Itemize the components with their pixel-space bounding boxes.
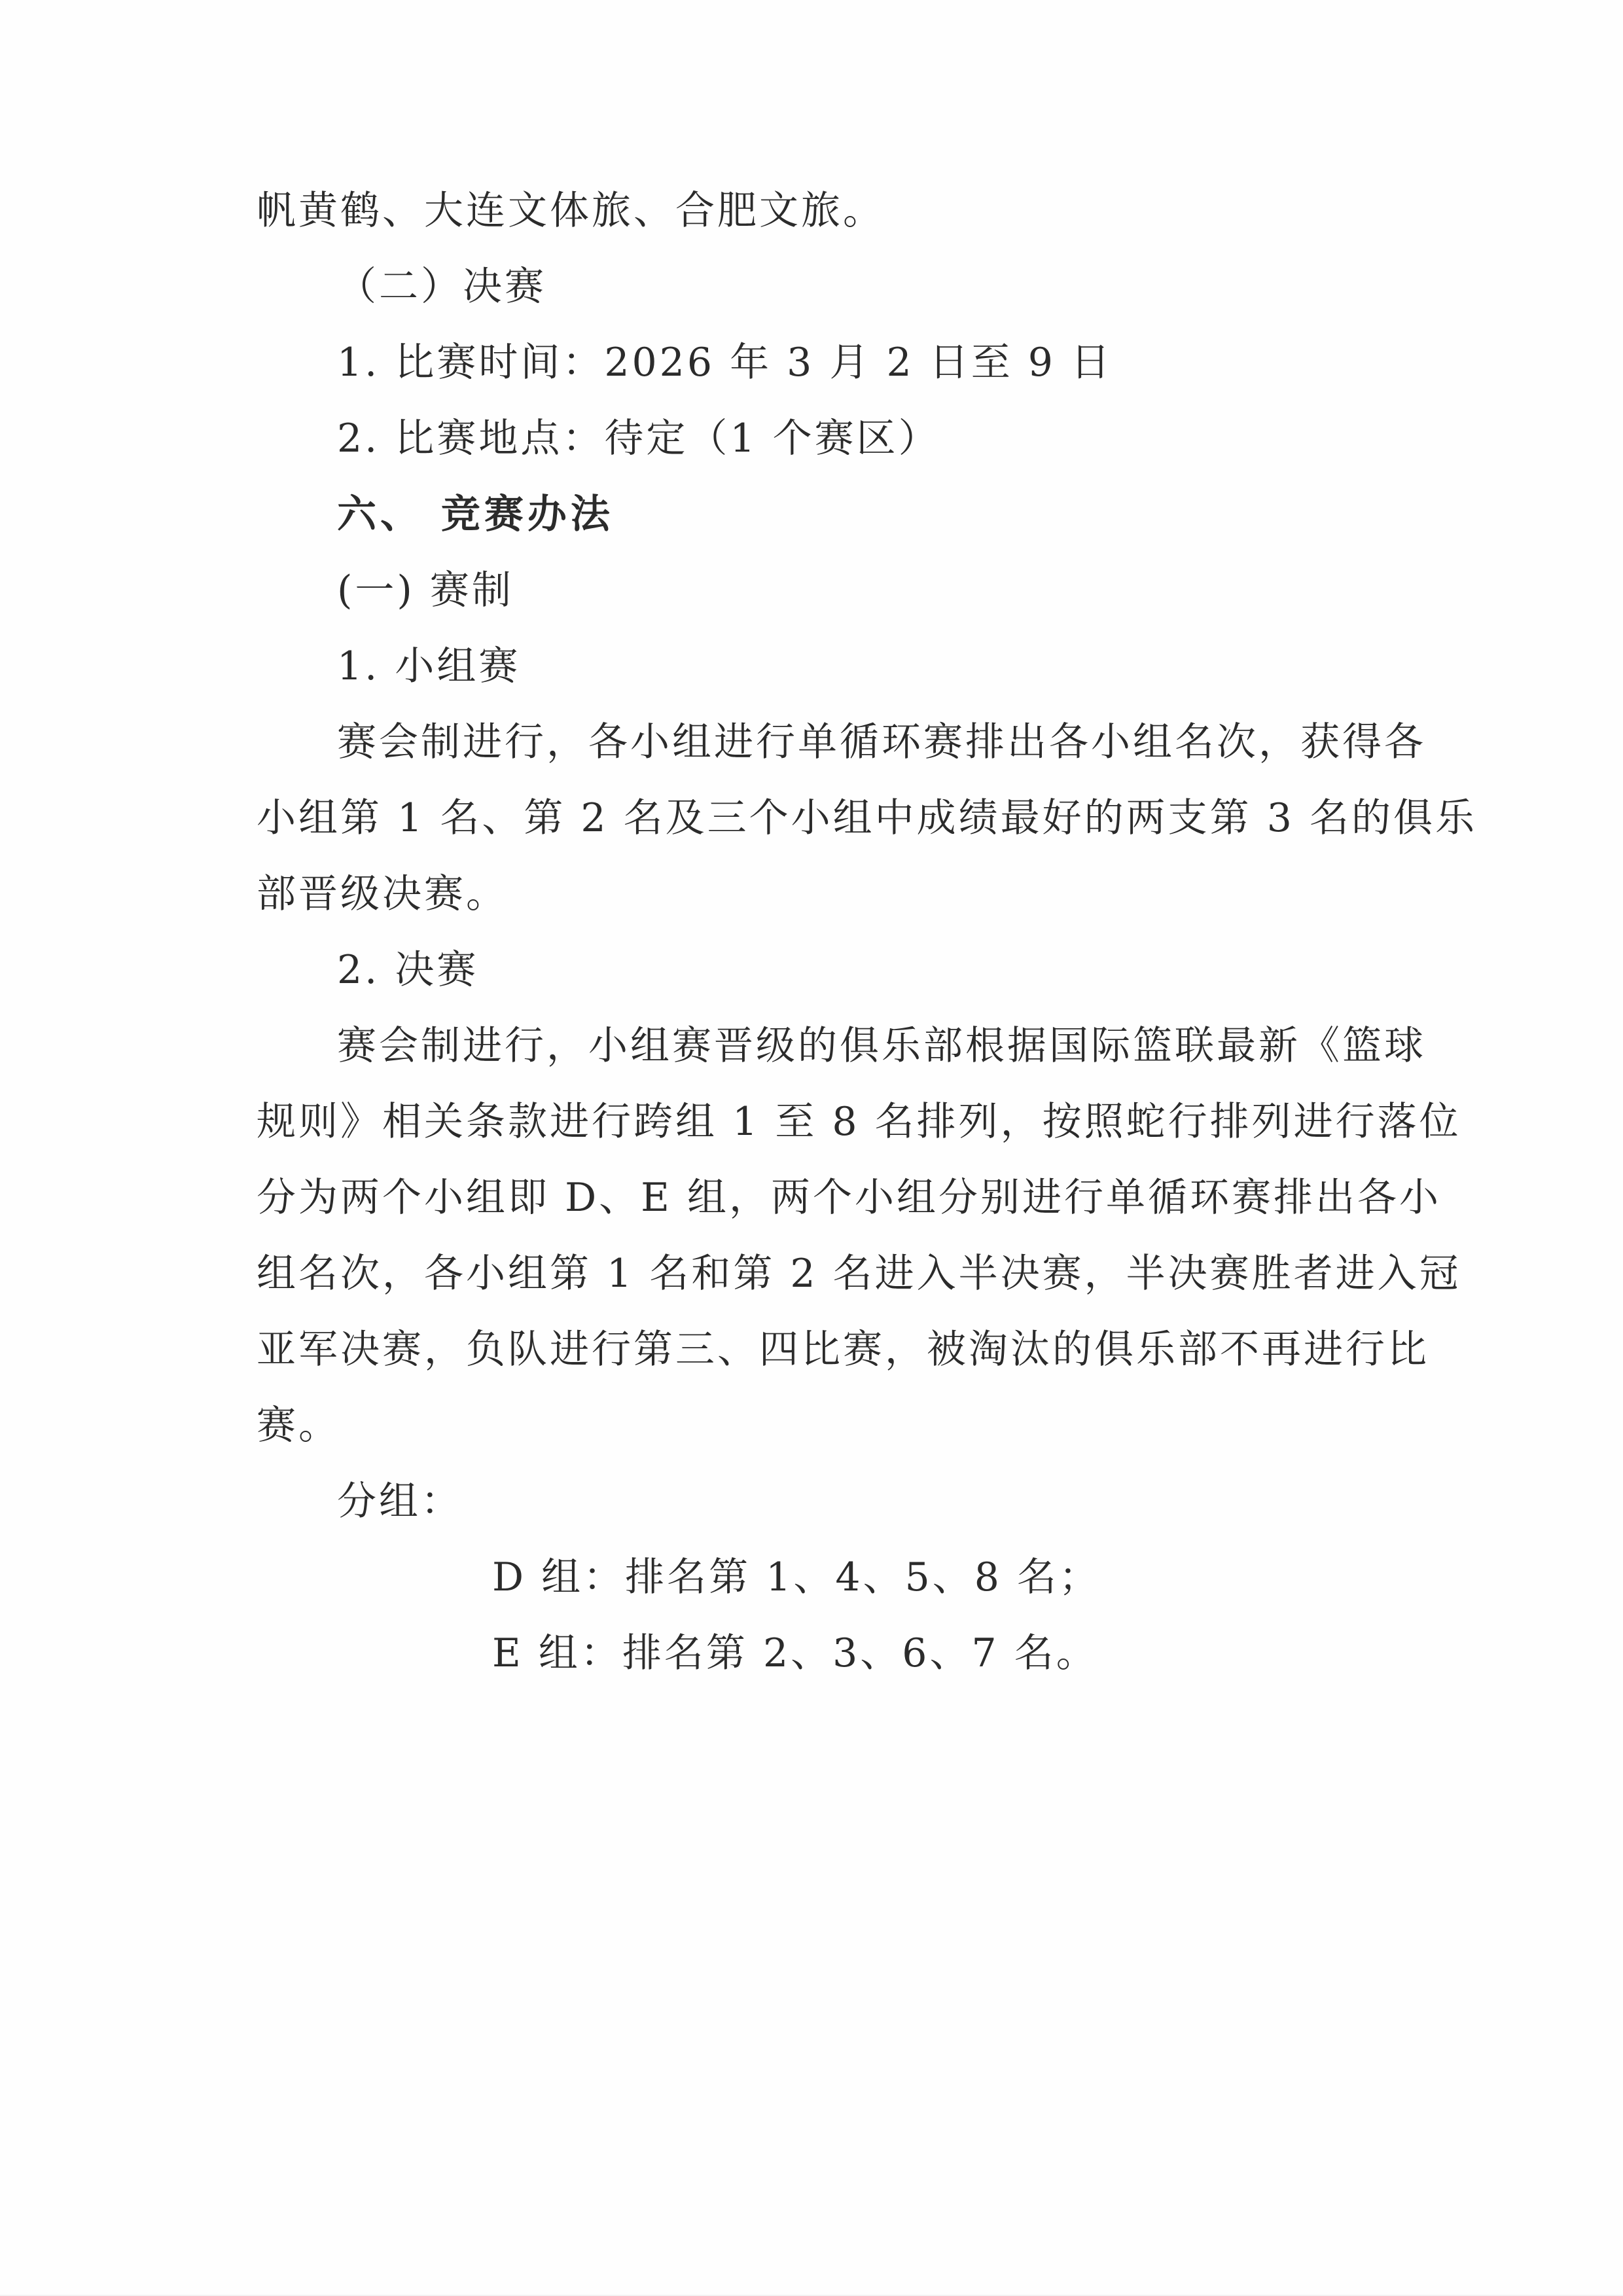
final-stage-paragraph-line: 亚军决赛，负队进行第三、四比赛，被淘汰的俱乐部不再进行比 bbox=[257, 1327, 1429, 1372]
final-match-time: 1. 比赛时间：2026 年 3 月 2 日至 9 日 bbox=[337, 340, 1113, 386]
final-stage-paragraph-line: 规则》相关条款进行跨组 1 至 8 名排列，按照蛇行排列进行落位 bbox=[257, 1099, 1461, 1145]
subsection-format-heading: (一) 赛制 bbox=[337, 567, 514, 613]
subsection-final-heading: （二）决赛 bbox=[337, 264, 546, 310]
section-heading-competition-method: 六、 竞赛办法 bbox=[337, 492, 614, 537]
paragraph-continuation: 帆黄鹤、大连文体旅、合肥文旅。 bbox=[257, 188, 885, 234]
final-stage-paragraph-line: 分为两个小组即 D、E 组，两个小组分别进行单循环赛排出各小 bbox=[257, 1175, 1442, 1221]
grouping-label: 分组： bbox=[337, 1479, 463, 1524]
final-stage-paragraph-line: 组名次，各小组第 1 名和第 2 名进入半决赛，半决赛胜者进入冠 bbox=[257, 1251, 1461, 1297]
group-stage-heading: 1. 小组赛 bbox=[337, 643, 521, 689]
group-stage-paragraph-line: 小组第 1 名、第 2 名及三个小组中成绩最好的两支第 3 名的俱乐 bbox=[257, 795, 1477, 841]
final-match-venue: 2. 比赛地点：待定（1 个赛区） bbox=[337, 416, 940, 461]
final-stage-paragraph-line: 赛。 bbox=[257, 1403, 340, 1448]
final-stage-heading: 2. 决赛 bbox=[337, 947, 479, 993]
final-stage-paragraph-line: 赛会制进行，小组赛晋级的俱乐部根据国际篮联最新《篮球 bbox=[337, 1023, 1426, 1069]
group-e-line: E 组：排名第 2、3、6、7 名。 bbox=[492, 1630, 1098, 1676]
group-stage-paragraph-line: 部晋级决赛。 bbox=[257, 871, 508, 917]
group-d-line: D 组：排名第 1、4、5、8 名； bbox=[492, 1554, 1101, 1600]
group-stage-paragraph-line: 赛会制进行，各小组进行单循环赛排出各小组名次，获得各 bbox=[337, 719, 1426, 765]
